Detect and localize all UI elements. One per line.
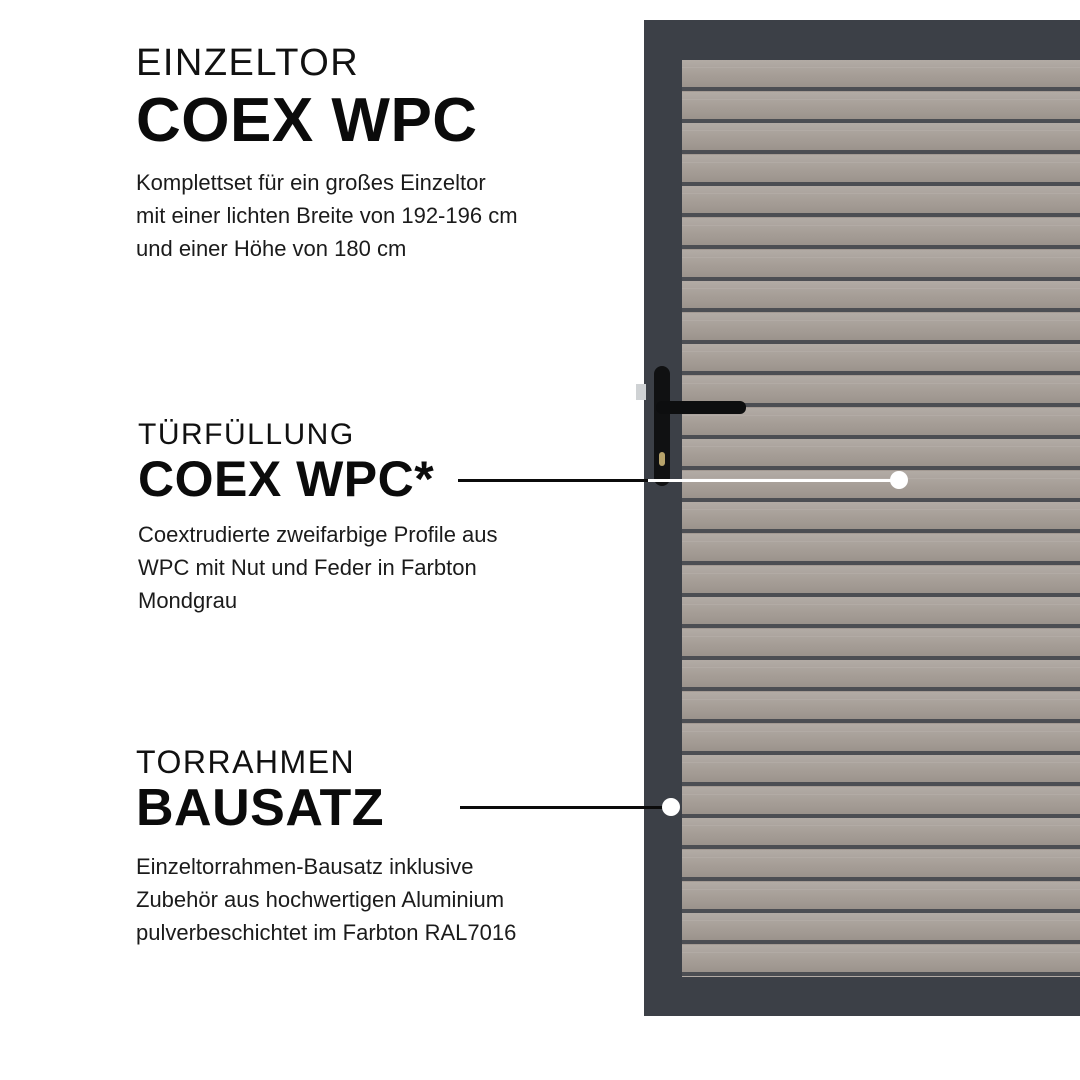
slat-groove bbox=[682, 656, 1080, 660]
wpc-slat bbox=[682, 123, 1080, 150]
slat-groove bbox=[682, 751, 1080, 755]
slat-groove bbox=[682, 371, 1080, 375]
slat-groove bbox=[682, 814, 1080, 818]
slat-groove bbox=[682, 87, 1080, 91]
wpc-slat bbox=[682, 566, 1080, 593]
wpc-slat bbox=[682, 186, 1080, 213]
frame-description-line: Einzeltorrahmen-Bausatz inklusive bbox=[136, 854, 474, 879]
frame-kicker: TORRAHMEN bbox=[136, 744, 356, 780]
wpc-slat bbox=[682, 692, 1080, 719]
wpc-slat bbox=[682, 92, 1080, 119]
wpc-slat bbox=[682, 882, 1080, 909]
slat-groove bbox=[682, 277, 1080, 281]
gate-infill-image bbox=[682, 60, 1080, 977]
door-handle-plate-icon bbox=[654, 366, 670, 486]
slat-groove bbox=[682, 498, 1080, 502]
slat-groove bbox=[682, 466, 1080, 470]
wpc-slat bbox=[682, 660, 1080, 687]
frame-description-line: Zubehör aus hochwertigen Aluminium bbox=[136, 887, 505, 912]
slat-groove bbox=[682, 909, 1080, 913]
infill-description-line: Coextrudierte zweifarbige Profile aus bbox=[138, 522, 498, 547]
wpc-slat bbox=[682, 60, 1080, 87]
slat-groove bbox=[682, 877, 1080, 881]
wpc-slat bbox=[682, 376, 1080, 403]
slat-groove bbox=[682, 435, 1080, 439]
gate-headline: COEX WPC bbox=[136, 86, 478, 155]
slat-groove bbox=[682, 182, 1080, 186]
gate-description-line: Komplettset für ein großes Einzeltor bbox=[136, 170, 486, 195]
infill-description bbox=[138, 518, 498, 617]
slat-groove bbox=[682, 845, 1080, 849]
wpc-slat bbox=[682, 281, 1080, 308]
infill-block bbox=[138, 420, 498, 617]
infill-description-line: WPC mit Nut und Feder in Farbton bbox=[138, 555, 477, 580]
wpc-slat bbox=[682, 502, 1080, 529]
wpc-slat bbox=[682, 155, 1080, 182]
slat-groove bbox=[682, 561, 1080, 565]
infill-pointer-line-inner bbox=[648, 479, 900, 482]
wpc-slat bbox=[682, 250, 1080, 277]
slat-groove bbox=[682, 150, 1080, 154]
infill-pointer-dot bbox=[890, 471, 908, 489]
wpc-slat bbox=[682, 850, 1080, 877]
wpc-slat bbox=[682, 945, 1080, 972]
wpc-slat bbox=[682, 534, 1080, 561]
frame-description-line: pulverbeschichtet im Farbton RAL7016 bbox=[136, 920, 517, 945]
door-handle-lever-icon bbox=[656, 401, 746, 414]
slat-groove bbox=[682, 308, 1080, 312]
slat-groove bbox=[682, 340, 1080, 344]
infill-description-line: Mondgrau bbox=[138, 588, 238, 613]
frame-pointer-line bbox=[460, 806, 666, 809]
slat-groove bbox=[682, 972, 1080, 976]
frame-pointer-dot bbox=[662, 798, 680, 816]
slat-groove bbox=[682, 782, 1080, 786]
slat-groove bbox=[682, 529, 1080, 533]
infill-kicker: TÜRFÜLLUNG bbox=[138, 418, 355, 451]
wpc-slat bbox=[682, 471, 1080, 498]
wpc-slat bbox=[682, 913, 1080, 940]
wpc-slat bbox=[682, 629, 1080, 656]
wpc-slat bbox=[682, 724, 1080, 751]
slat-groove bbox=[682, 119, 1080, 123]
wpc-slat bbox=[682, 439, 1080, 466]
slat-groove bbox=[682, 213, 1080, 217]
slat-groove bbox=[682, 719, 1080, 723]
wpc-slat bbox=[682, 818, 1080, 845]
slat-groove bbox=[682, 593, 1080, 597]
infill-headline: COEX WPC* bbox=[138, 451, 435, 507]
wpc-slat bbox=[682, 344, 1080, 371]
frame-description bbox=[136, 850, 516, 949]
wpc-slat bbox=[682, 313, 1080, 340]
slat-groove bbox=[682, 245, 1080, 249]
wpc-slat bbox=[682, 755, 1080, 782]
infill-pointer-line bbox=[458, 479, 648, 482]
slat-groove bbox=[682, 624, 1080, 628]
slat-groove bbox=[682, 940, 1080, 944]
slat-groove bbox=[682, 687, 1080, 691]
frame-headline: BAUSATZ bbox=[136, 779, 385, 837]
gate-description-line: mit einer lichten Breite von 192-196 cm bbox=[136, 203, 518, 228]
latch-icon bbox=[636, 384, 646, 400]
gate-description bbox=[136, 166, 518, 265]
keyhole-icon bbox=[659, 452, 665, 466]
gate-title-block bbox=[136, 44, 518, 265]
wpc-slat bbox=[682, 976, 1080, 977]
wpc-slat bbox=[682, 218, 1080, 245]
wpc-slat bbox=[682, 597, 1080, 624]
frame-block bbox=[136, 746, 516, 949]
gate-kicker: EINZELTOR bbox=[136, 42, 360, 84]
gate-description-line: und einer Höhe von 180 cm bbox=[136, 236, 407, 261]
wpc-slat bbox=[682, 787, 1080, 814]
